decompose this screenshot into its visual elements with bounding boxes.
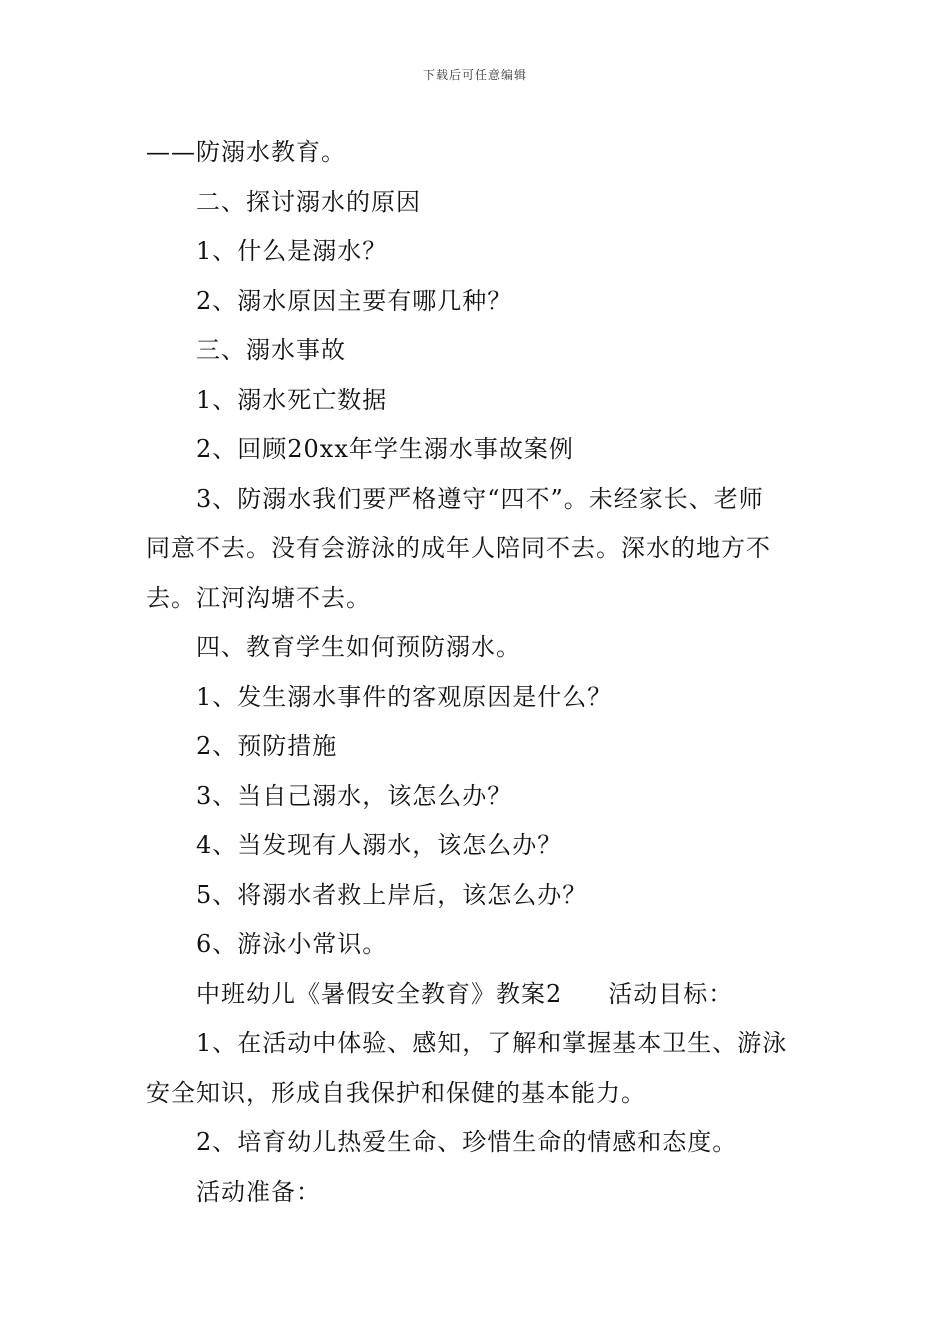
paragraph-line: 安全知识，形成自我保护和保健的基本能力。 [146,1078,646,1107]
list-item: 1、发生溺水事件的客观原因是什么？ [196,682,613,711]
list-item: 2、回顾20xx年学生溺水事故案例 [196,435,574,463]
paragraph-line: ——防溺水教育。 [146,138,346,166]
list-item: 2、培育幼儿热爱生命、珍惜生命的情感和态度。 [196,1128,738,1156]
lesson-title-line [146,970,810,1020]
section-heading: 二、探讨溺水的原因 [196,187,421,216]
section-heading: 三、溺水事故 [196,336,346,364]
list-item: 1、在活动中体验、感知，了解和掌握基本卫生、游泳 [196,1029,788,1057]
list-item: 3、防溺水我们要严格遵守“四不”。未经家长、老师 [196,484,764,513]
list-item: 5、将溺水者救上岸后，该怎么办？ [196,880,588,909]
paragraph-line: 去。江河沟塘不去。 [146,583,371,612]
section-heading: 四、教育学生如何预防溺水。 [196,633,521,661]
list-item: 6、游泳小常识。 [196,930,388,958]
lesson-title: 中班幼儿《暑假安全教育》教案2 [196,979,563,1008]
paragraph-line: 同意不去。没有会游泳的成年人陪同不去。深水的地方不 [146,534,771,562]
document-body [146,128,810,1217]
list-item: 1、什么是溺水？ [196,237,388,265]
section-heading: 活动准备： [196,1177,321,1206]
list-item: 4、当发现有人溺水，该怎么办？ [196,831,563,859]
list-item: 1、溺水死亡数据 [196,385,388,414]
list-item: 3、当自己溺水，该怎么办？ [196,781,513,810]
activity-goals-heading: 活动目标： [608,979,734,1008]
list-item: 2、预防措施 [196,732,338,760]
page-header: 下载后可任意编辑 [422,68,527,82]
list-item: 2、溺水原因主要有哪几种？ [196,286,513,315]
